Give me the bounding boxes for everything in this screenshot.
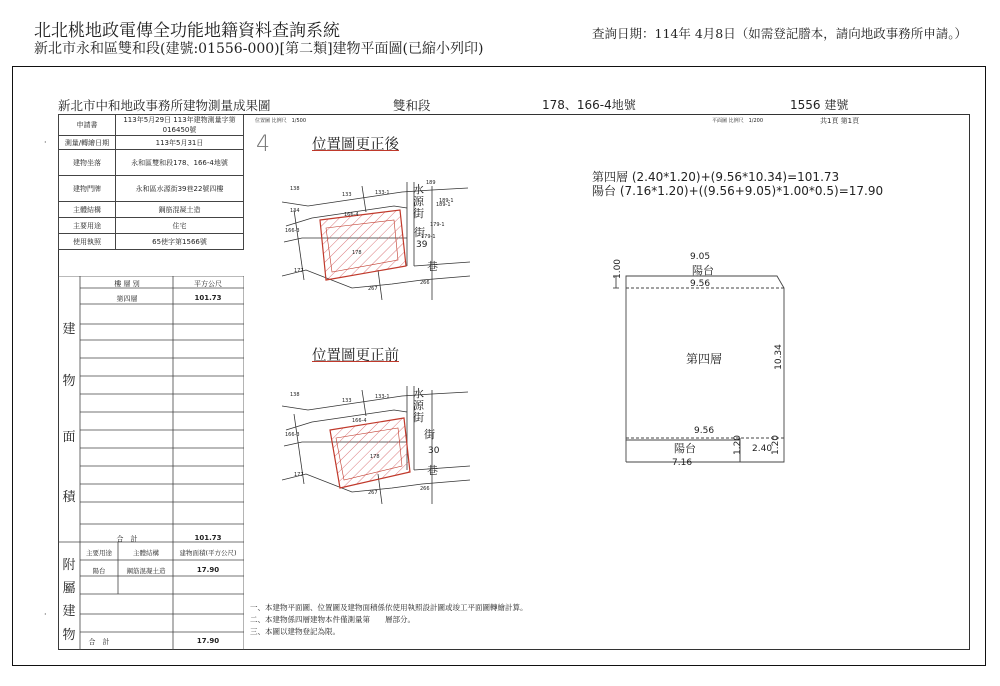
dim-1034: 10.34 — [773, 344, 784, 370]
dim-120-b: 1.20 — [771, 434, 782, 456]
annex-side-char: 物 — [62, 628, 76, 643]
annex-row-area: 17.90 — [196, 566, 220, 574]
building-number: 1556 建號 — [790, 98, 849, 112]
info-value: 鋼筋混凝土造 — [116, 202, 244, 218]
info-value: 113年5月29日 113年建物測量字第016450號 — [116, 115, 244, 136]
annex-side-char: 建 — [62, 604, 76, 619]
dim-100: 1.00 — [613, 258, 624, 280]
parcel-label-1664: 166-4 — [344, 212, 359, 218]
area-formula-balcony: 陽台 (7.16*1.20)+((9.56+9.05)*1.00*0.5)=17.90 — [592, 184, 884, 198]
info-value: 113年5月31日 — [116, 136, 244, 150]
lane-char: 巷 — [427, 464, 438, 477]
street-name: 水源街 — [413, 387, 424, 424]
parcel-label: 133 — [342, 398, 352, 404]
info-label: 建物門牌 — [59, 176, 116, 202]
annex-col-struct: 主體結構 — [133, 549, 159, 557]
lane-char: 巷 — [427, 260, 438, 273]
area-row-value: 101.73 — [194, 294, 222, 302]
info-label: 主要用途 — [59, 218, 116, 234]
query-date: 查詢日期：114年 4月8日（如需登記謄本，請向地政事務所申請。） — [592, 26, 967, 41]
plan-scale-label: 平面圖 比例尺 1/200 — [712, 118, 763, 124]
location-scale-label: 位置圖 比例尺 1/500 — [255, 118, 306, 124]
info-value: 65使字第1566號 — [116, 234, 244, 250]
lane-char: 街 — [424, 428, 435, 441]
annex-total-value: 17.90 — [196, 637, 220, 645]
info-label: 主體結構 — [59, 202, 116, 218]
info-label: 使用執照 — [59, 234, 116, 250]
info-value: 永和區水源街39巷22號四樓 — [116, 176, 244, 202]
note-line: 二、本建物係四層建物本件僅測量第 層部分。 — [250, 615, 415, 624]
parcel-label: 166-3 — [285, 228, 300, 234]
location-before-title: 位置圖更正前 — [312, 348, 399, 364]
parcel-label: 267 — [368, 286, 378, 292]
page-count: 共1頁 第1頁 — [820, 117, 860, 125]
page-title: 北北桃地政電傳全功能地籍資料查詢系統 — [34, 21, 340, 41]
parcel-label: 179-1 — [430, 222, 445, 228]
margin-dot: · — [44, 610, 47, 619]
area-total-label: 合 計 — [116, 535, 138, 543]
area-tables — [58, 276, 244, 650]
area-side-char: 建 — [62, 322, 76, 337]
annex-col-use: 主要用途 — [86, 549, 112, 557]
parcel-label: 179-1 — [421, 234, 436, 240]
info-label: 建物坐落 — [59, 150, 116, 176]
parcel-label: 134 — [290, 208, 300, 214]
page-subtitle: 新北市永和區雙和段(建號:01556-000)[第二類]建物平面圖(已縮小列印) — [34, 41, 484, 57]
info-label: 申請書 — [59, 115, 116, 136]
floor-label: 第四層 — [686, 352, 723, 366]
location-after-title: 位置圖更正後 — [312, 137, 399, 153]
annex-side-char: 附 — [62, 558, 76, 573]
area-total-value: 101.73 — [194, 534, 222, 542]
parcel-label-178: 178 — [370, 454, 380, 460]
balcony-bottom-label: 陽台 — [674, 442, 696, 455]
parcel-label: 267 — [368, 490, 378, 496]
annex-total-label: 合 計 — [88, 638, 110, 646]
lane-char: 街 — [414, 226, 425, 239]
note-line: 三、本圖以建物登記為限。 — [250, 627, 340, 636]
area-side-char: 面 — [62, 430, 76, 445]
info-value: 永和區雙和段178、166-4地號 — [116, 150, 244, 176]
floor-mark: 4 — [256, 132, 270, 157]
dim-top: 9.05 — [690, 252, 711, 262]
annex-col-area: 建物面積(平方公尺) — [179, 549, 237, 557]
lot-numbers: 178、166-4地號 — [542, 98, 636, 112]
dim-956-bottom: 9.56 — [694, 426, 715, 436]
survey-office-title: 新北市中和地政事務所建物測量成果圖 — [58, 98, 271, 113]
margin-dot: · — [44, 138, 47, 147]
parcel-label: 177 — [294, 268, 304, 274]
parcel-label-1664: 166-4 — [352, 418, 367, 424]
parcel-label: 189 — [426, 180, 436, 186]
dim-716: 7.16 — [672, 458, 693, 468]
dim-120-a: 1.20 — [733, 434, 744, 456]
area-col-floor: 樓 層 別 — [114, 280, 140, 288]
annex-row-struct: 鋼筋混凝土造 — [126, 567, 166, 575]
area-row-floor: 第四層 — [116, 295, 138, 303]
parcel-label: 133-1 — [375, 394, 390, 400]
street-name: 水源街 — [413, 183, 424, 220]
dim-956-top: 9.56 — [690, 279, 711, 289]
note-line: 一、本建物平面圖、位置圖及建物面積係依使用執照設計圖或竣工平面圖轉繪計算。 — [250, 603, 528, 612]
annex-row-use: 陽台 — [92, 567, 106, 575]
parcel-label: 266 — [420, 486, 430, 492]
info-table — [58, 114, 244, 250]
area-side-char: 積 — [62, 490, 76, 505]
parcel-label: 166-3 — [285, 432, 300, 438]
parcel-label: 133 — [342, 192, 352, 198]
parcel-label: 138 — [290, 186, 300, 192]
parcel-label: 266 — [420, 280, 430, 286]
parcel-label: 189-1 — [439, 198, 454, 204]
alley-number: 39 — [416, 240, 428, 250]
area-side-char: 物 — [62, 374, 76, 389]
parcel-label: 133-1 — [375, 190, 390, 196]
dim-240: 2.40 — [752, 444, 773, 454]
info-value: 住宅 — [116, 218, 244, 234]
section-name: 雙和段 — [393, 98, 431, 113]
info-label: 測量/轉繪日期 — [59, 136, 116, 150]
parcel-label: 177 — [294, 472, 304, 478]
parcel-label: 138 — [290, 392, 300, 398]
balcony-top-label: 陽台 — [692, 264, 714, 277]
annex-side-char: 屬 — [62, 581, 76, 596]
parcel-label-178: 178 — [352, 250, 362, 256]
parcel-label: 189-1 — [436, 202, 451, 208]
area-col-sqm: 平方公尺 — [194, 280, 222, 288]
alley-number-before: 30 — [428, 446, 440, 456]
area-formula-floor: 第四層 (2.40*1.20)+(9.56*10.34)=101.73 — [592, 170, 840, 184]
